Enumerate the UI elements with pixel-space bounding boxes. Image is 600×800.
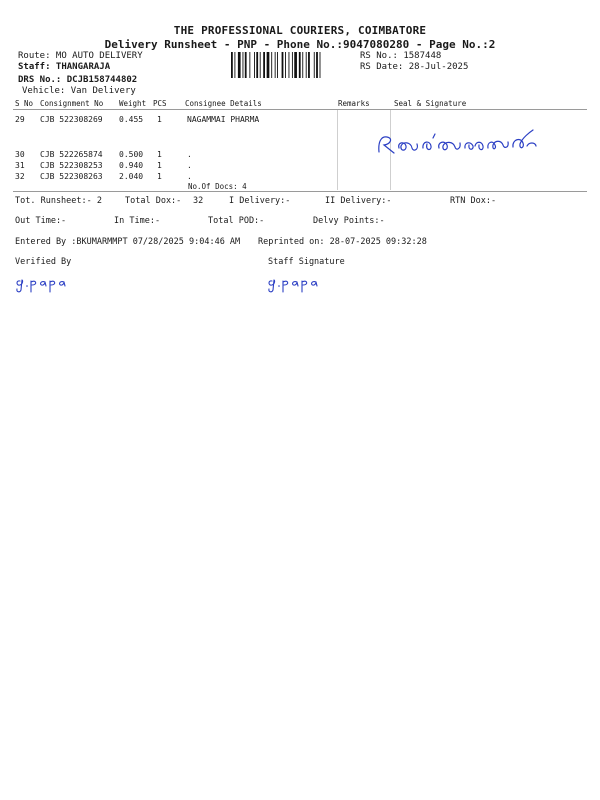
entered-by: Entered By :BKUMARMMPT 07/28/2025 9:04:46 AM [15,237,241,247]
barcode-bar [285,52,286,78]
column-header-seal-signature: Seal & Signature [394,99,467,108]
barcode-bar [299,52,301,78]
vehicle-label: Vehicle: Van Delivery [22,86,136,96]
rs-date: RS Date: 28-Jul-2025 [360,62,469,72]
remarks-column-divider [337,110,338,190]
handwritten-signature [375,124,545,160]
column-header-remarks: Remarks [338,99,370,108]
barcode-bar [306,52,307,78]
barcode-bar [271,52,272,78]
table-footer-rule [13,191,587,192]
row-weight: 0.455 [119,115,144,124]
row-sno: 32 [15,172,25,181]
row-consignee: . [187,161,192,170]
table-header-rule [13,109,587,110]
barcode-bar [316,52,318,78]
row-pcs: 1 [157,115,162,124]
out-time: Out Time:- [15,216,67,226]
row-sno: 29 [15,115,25,124]
column-header-consignment: Consignment No [40,99,104,108]
barcode-bar [267,52,270,78]
rtn-dox: RTN Dox:- [450,196,497,206]
i-delivery: I Delivery:- [229,196,291,206]
verified-initials-signature [14,272,74,294]
barcode-bar [260,52,261,78]
barcode-bar [302,52,303,78]
row-weight: 0.940 [119,161,144,170]
column-header-weight: Weight [119,99,147,108]
barcode-bar [314,52,315,78]
barcode-bar [275,52,276,78]
row-consignment: CJB 522308263 [40,172,103,181]
barcode-bar [238,52,241,78]
ii-delivery: II Delivery:- [325,196,392,206]
row-consignment: CJB 522265874 [40,150,103,159]
row-consignee: . [187,150,192,159]
total-pod: Total POD:- [208,216,265,226]
row-weight: 2.040 [119,172,144,181]
staff-label: Staff: THANGARAJA [18,62,111,72]
row-pcs: 1 [157,172,162,181]
barcode-bar [263,52,265,78]
barcode-bar [234,52,235,78]
barcode-bar [320,52,321,78]
row-consignment: CJB 522308253 [40,161,103,170]
row-pcs: 1 [157,161,162,170]
delivery-points: Delvy Points:- [313,216,385,226]
reprinted-on: Reprinted on: 28-07-2025 09:32:28 [258,237,427,247]
barcode-bar [308,52,310,78]
barcode-bar [294,52,297,78]
total-dox-label: Total Dox:- [125,196,182,206]
barcode-bar [249,52,250,78]
row-weight: 0.500 [119,150,144,159]
route-label: Route: MO AUTO DELIVERY [18,51,143,61]
row-consignee: . [187,172,192,181]
in-time: In Time:- [114,216,161,226]
barcode-bar [292,52,293,78]
verified-by-label: Verified By [15,257,72,267]
drs-number: DRS No.: DCJB158744802 [18,75,138,85]
rs-number: RS No.: 1587448 [360,51,442,61]
no-of-docs: No.Of Docs: 4 [188,182,247,191]
barcode-bar [289,52,290,78]
column-header-pcs: PCS [153,99,167,108]
row-pcs: 1 [157,150,162,159]
row-sno: 31 [15,161,25,170]
barcode-bar [245,52,247,78]
company-title: THE PROFESSIONAL COURIERS, COIMBATORE [173,24,427,37]
barcode-bar [231,52,233,78]
column-header-sno: S No [15,99,34,108]
column-header-consignee: Consignee Details [185,99,262,108]
total-runsheet: Tot. Runsheet:- 2 [15,196,102,206]
total-dox-value: 32 [193,196,204,206]
barcode-bar [282,52,284,78]
barcode-bar [277,52,278,78]
barcode-image [230,52,354,78]
staff-initials-signature [266,272,326,294]
row-consignee: NAGAMMAI PHARMA [187,115,260,124]
barcode-bar [256,52,258,78]
staff-signature-label: Staff Signature [268,257,345,267]
runsheet-subtitle: Delivery Runsheet - PNP - Phone No.:9047080280 - Page No.:2 [104,38,496,51]
barcode-bar [254,52,255,78]
barcode-bar [243,52,244,78]
row-sno: 30 [15,150,25,159]
row-consignment: CJB 522308269 [40,115,103,124]
